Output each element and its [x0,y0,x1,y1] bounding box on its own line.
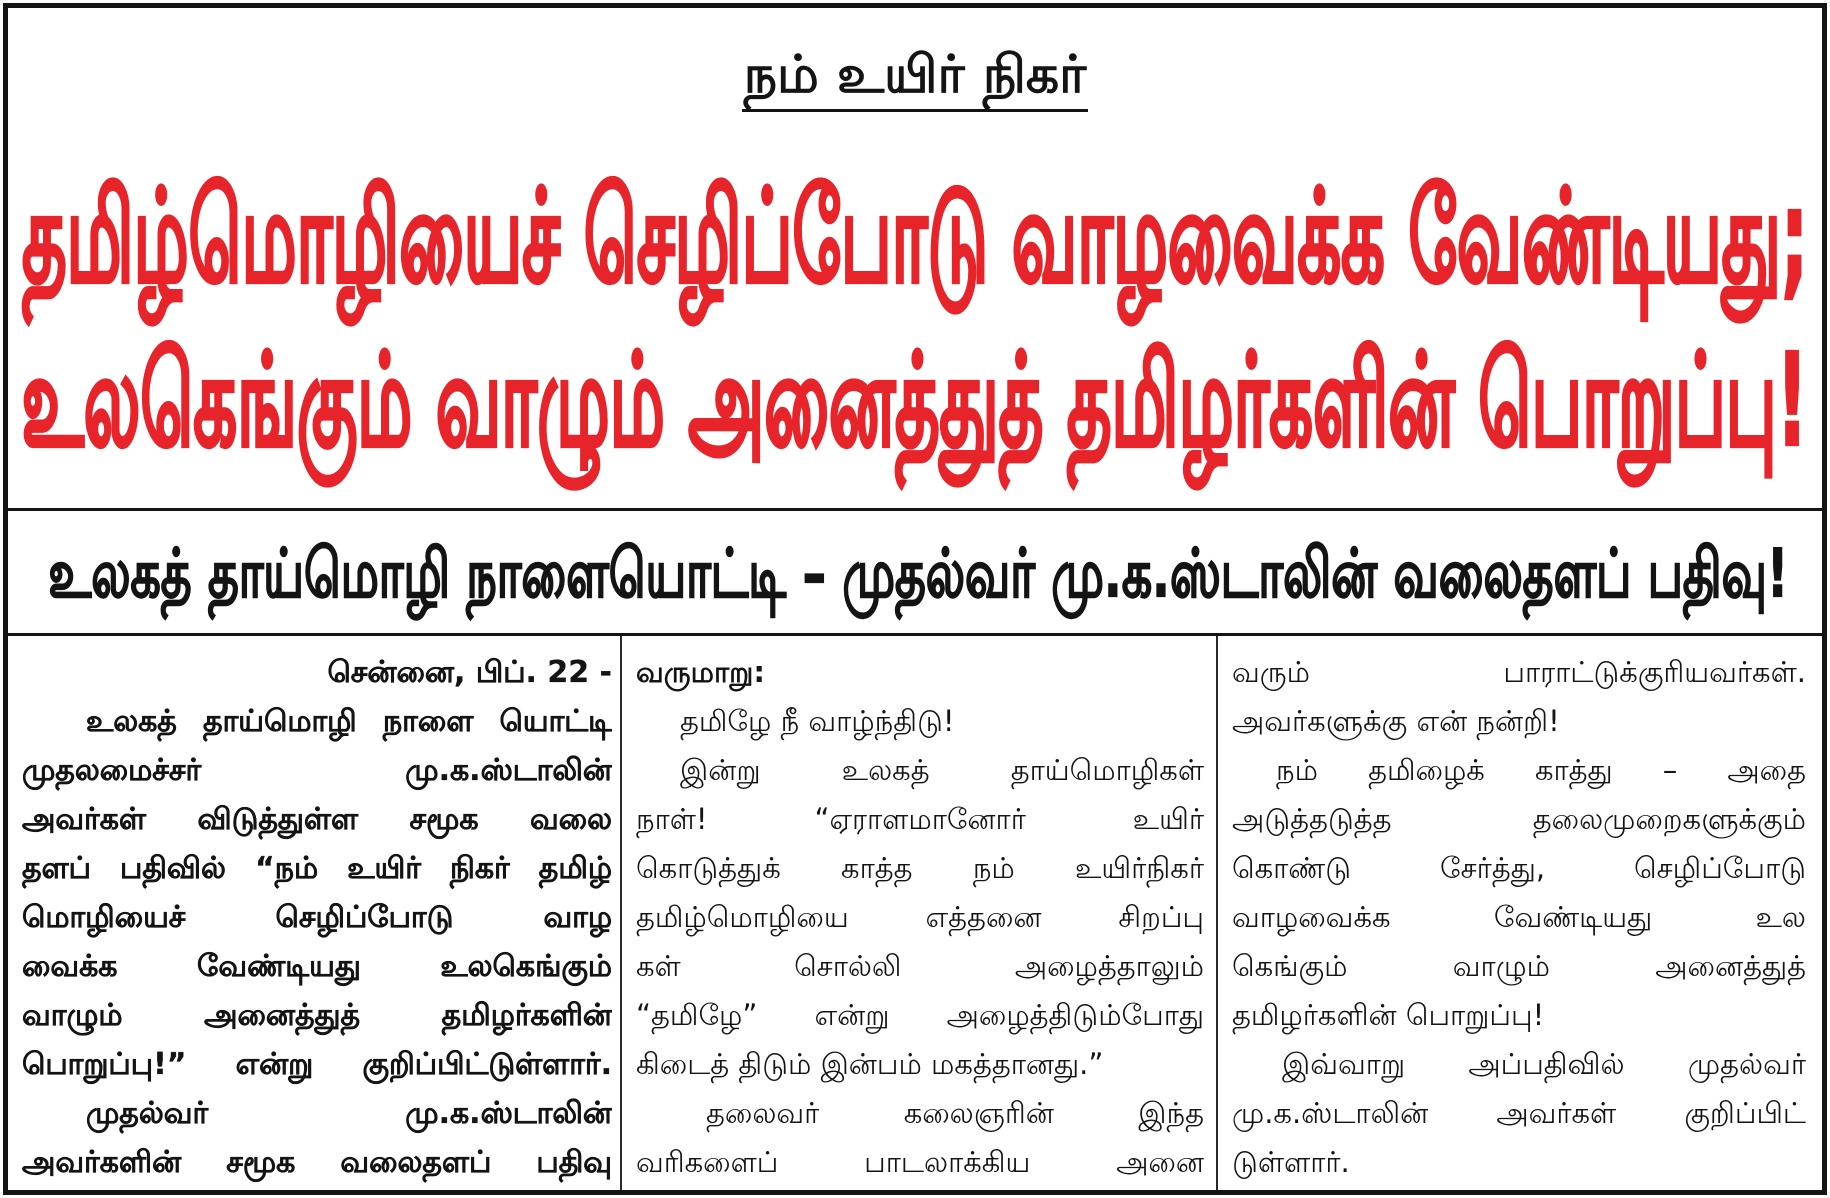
horizontal-rule-top [8,508,1822,511]
column-divider-2 [1216,636,1218,1190]
text-line [1232,746,1806,795]
text-line-content: “தமிழே” என்று அழைத்திடும்போது [636,998,1204,1032]
text-line [22,697,612,746]
text-line-content: உலகத் தாய்மொழி நாளை யொட்டி [86,704,612,739]
text-line [636,648,1204,697]
headline-line-1 [22,158,1808,314]
dateline [22,648,612,697]
text-line-content: வைக்க வேண்டியது உலகெங்கும் [22,949,612,984]
text-line-content: வருமாறு: [636,655,765,689]
text-line [22,1138,612,1187]
text-line [22,795,612,844]
text-line-content: கெங்கும் வாழும் அனைத்துத் [1232,949,1806,983]
dateline-text: சென்னை, பிப். 22 - [327,655,612,690]
text-line [1232,795,1806,844]
text-line [22,991,612,1040]
text-line-content: டுள்ளார். [1232,1145,1350,1179]
text-line-content: அவர்களின் சமூக வலைதளப் பதிவு [22,1145,612,1180]
text-line-content: தளப் பதிவில் “நம் உயிர் நிகர் தமிழ் [22,851,612,886]
text-line-content: அடுத்தடுத்த தலைமுறைகளுக்கும் [1232,802,1806,836]
headline-line-2-text: உலகெங்கும் வாழும் அனைத்துத் தமிழர்களின் பொறுப்பு! [22,325,1809,475]
text-line-content: நம் தமிழைக் காத்து – அதை [1276,753,1806,787]
text-line-content: அவர்கள் விடுத்துள்ள சமூக வலை [22,802,612,837]
text-line [636,1089,1204,1138]
horizontal-rule-bottom [8,633,1822,636]
text-line [1232,697,1806,746]
text-line-content: மு.க.ஸ்டாலின் அவர்கள் குறிப்பிட் [1232,1096,1806,1130]
headline-line-1-text: தமிழ்மொழியைச் செழிப்போடு வாழவைக்க வேண்டியது; [22,161,1808,311]
subheadline [48,522,1788,626]
text-line-content: கிடைத் திடும் இன்பம் மகத்தானது.” [636,1047,1104,1081]
text-line-content: தமிழர்களின் பொறுப்பு! [1232,998,1545,1032]
kicker-title-text: நம் உயிர் நிகர் [742,41,1089,112]
text-line [22,746,612,795]
kicker-title [300,38,1530,114]
text-line-content: முதல்வர் மு.க.ஸ்டாலின் [86,1096,612,1131]
text-line [1232,942,1806,991]
text-line [1232,1138,1806,1187]
text-line [1232,844,1806,893]
article-column-3 [1232,648,1806,1187]
text-line-content: வாழவைக்க வேண்டியது உல [1232,900,1806,934]
text-line [1232,893,1806,942]
subheadline-text: உலகத் தாய்மொழி நாளையொட்டி – முதல்வர் மு.க.ஸ்டாலின் வலைதளப் பதிவு! [48,534,1788,613]
text-line [1232,1040,1806,1089]
text-line [22,1089,612,1138]
column-divider-1 [620,636,622,1190]
text-line [1232,648,1806,697]
text-line [636,1138,1204,1187]
text-line-content: கொடுத்துக் காத்த நம் உயிர்நிகர் [636,851,1204,885]
text-line-content: தலைவர் கலைஞரின் இந்த [706,1096,1204,1130]
text-line [22,844,612,893]
text-line-content: நாள்! “ஏராளமானோர் உயிர் [636,802,1204,836]
text-line [636,746,1204,795]
text-line [636,795,1204,844]
text-line [636,942,1204,991]
text-line-content: வாழும் அனைத்துத் தமிழர்களின் [22,998,612,1033]
text-line-content: தமிழ்மொழியை எத்தனை சிறப்பு [636,900,1204,934]
article-column-1 [22,648,612,1187]
text-line [1232,1089,1806,1138]
text-line-content: முதலமைச்சர் மு.க.ஸ்டாலின் [22,753,612,788]
text-line [636,697,1204,746]
text-line [636,991,1204,1040]
text-line [22,942,612,991]
text-line [636,844,1204,893]
text-line-content: பொறுப்பு!” என்று குறிப்பிட்டுள்ளார். [22,1047,612,1082]
text-line-content: அவர்களுக்கு என் நன்றி! [1232,704,1560,738]
text-line-content: வரும் பாராட்டுக்குரியவர்கள். [1232,655,1806,689]
article-column-2 [636,648,1204,1187]
text-line-content: தமிழே நீ வாழ்ந்திடு! [680,704,955,738]
text-line [636,1040,1204,1089]
text-line [22,893,612,942]
text-line-content: இன்று உலகத் தாய்மொழிகள் [680,753,1204,787]
headline-line-2 [22,318,1808,482]
text-line-content: வரிகளைப் பாடலாக்கிய அனை [636,1145,1204,1179]
text-line [22,1040,612,1089]
text-line-content: இவ்வாறு அப்பதிவில் முதல்வர் [1282,1047,1806,1081]
text-line [1232,991,1806,1040]
text-line-content: கொண்டு சேர்த்து, செழிப்போடு [1232,851,1806,885]
text-line [636,893,1204,942]
text-line-content: கள் சொல்லி அழைத்தாலும் [636,949,1204,983]
text-line-content: மொழியைச் செழிப்போடு வாழ [22,900,612,935]
